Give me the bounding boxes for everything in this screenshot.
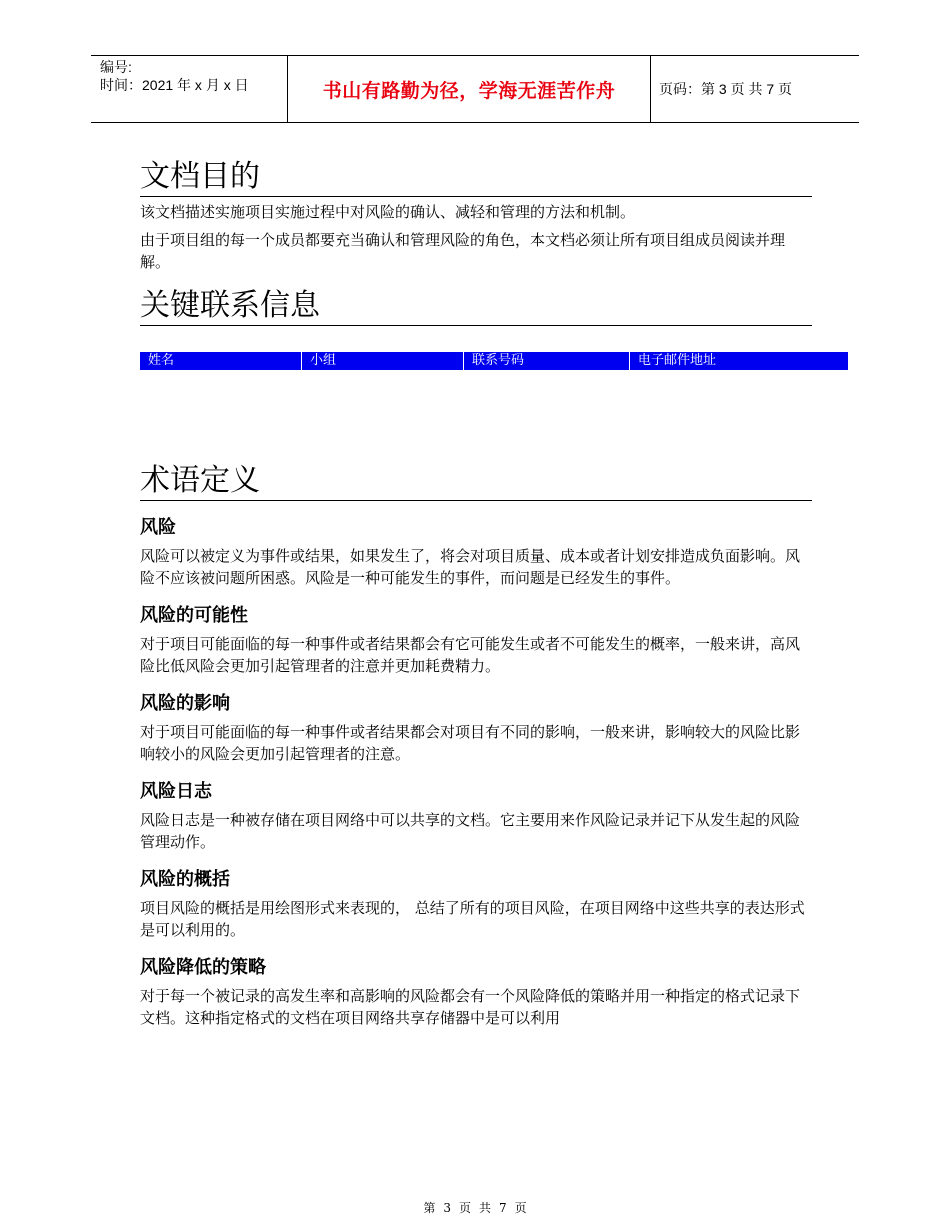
term-heading: 风险的可能性 (140, 605, 248, 626)
section-title-terms: 术语定义 (140, 462, 812, 501)
purpose-paragraph-1: 该文档描述实施项目实施过程中对风险的确认、减轻和管理的方法和机制。 (140, 203, 636, 221)
footer-total-word: 共 (479, 1201, 492, 1215)
term-heading: 风险日志 (140, 781, 212, 802)
page-footer (0, 1199, 950, 1216)
term-definition: 对于每一个被记录的高发生率和高影响的风险都会有一个风险降低的策略并用一种指定的格式记录下文档。这种指定格式的文档在项目网络共享存储器中是可以利用 (140, 987, 801, 1027)
footer-page-number: 3 (443, 1201, 451, 1215)
term-heading: 风险的概括 (140, 869, 230, 890)
footer-total-number: 7 (499, 1201, 507, 1215)
footer-total-unit: 页 (514, 1201, 527, 1215)
col-header-name: 姓名 (140, 352, 302, 370)
footer-page-unit: 页 (458, 1201, 471, 1215)
term-definition: 风险日志是一种被存储在项目网络中可以共享的文档。它主要用来作风险记录并记下从发生起的风险管理动作。 (140, 811, 801, 851)
term-heading: 风险 (140, 517, 176, 538)
page-header (91, 55, 859, 123)
footer-page-word: 第 (423, 1201, 436, 1215)
doc-number-label: 编号: (100, 59, 132, 75)
term-heading: 风险的影响 (140, 693, 230, 714)
header-meta (91, 56, 287, 122)
purpose-paragraph-2: 由于项目组的每一个成员都要充当确认和管理风险的角色，本文档必须让所有项目组成员阅读并理解。 (140, 231, 786, 271)
section-title-contacts: 关键联系信息 (140, 287, 812, 326)
motto-text: 书山有路勤为径，学海无涯苦作舟 (322, 79, 616, 102)
term-definition: 对于项目可能面临的每一种事件或者结果都会有它可能发生或者不可能发生的概率，一般来讲，高风险比低风险会更加引起管理者的注意并更加耗费精力。 (140, 635, 801, 675)
col-header-group: 小组 (302, 352, 464, 370)
col-header-email: 电子邮件地址 (638, 353, 717, 368)
term-definition: 对于项目可能面临的每一种事件或者结果都会对项目有不同的影响，一般来讲，影响较大的风险比影响较小的风险会更加引起管理者的注意。 (140, 723, 801, 763)
term-heading: 风险降低的策略 (140, 957, 266, 978)
header-motto-cell (287, 56, 651, 122)
document-body (140, 158, 812, 1029)
section-title-purpose: 文档目的 (140, 158, 812, 197)
doc-time-label: 时间：2021 年 x 月 x 日 (100, 77, 249, 93)
term-definition: 风险可以被定义为事件或结果，如果发生了，将会对项目质量、成本或者计划安排造成负面影响。风险不应该被问题所困惑。风险是一种可能发生的事件，而问题是已经发生的事件。 (140, 547, 801, 587)
page-info: 页码：第 3 页 共 7 页 (659, 81, 793, 97)
header-page-cell (650, 56, 859, 122)
contacts-table-header (140, 352, 848, 370)
col-header-phone: 联系号码 (464, 352, 630, 370)
term-definition: 项目风险的概括是用绘图形式来表现的， 总结了所有的项目风险，在项目网络中这些共享的表达形式是可以利用的。 (140, 899, 805, 939)
